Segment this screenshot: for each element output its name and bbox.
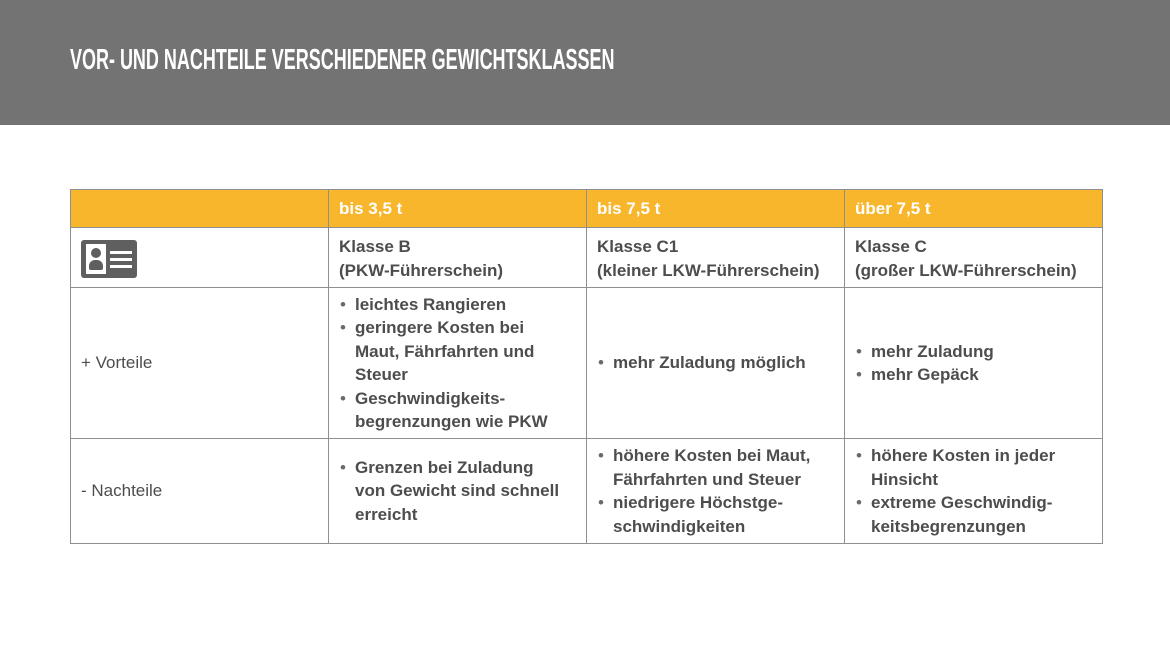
list-item: • mehr Zuladung [855,340,1092,364]
pros-row [71,288,1103,439]
license-cell-klasse-b [329,228,587,288]
cons-cell-bis-7-5t [587,439,845,544]
header-cell-bis-7-5t: bis 7,5 t [587,190,845,228]
list-item: • Geschwindigkeits- begrenzungen wie PKW [339,387,576,434]
list-item: • höhere Kosten bei Maut, Fährfahrten und Steuer [597,444,834,491]
license-class: Klasse C1 [597,237,679,256]
license-cell-klasse-c [845,228,1103,288]
license-cell-klasse-c1 [587,228,845,288]
license-class: Klasse B [339,237,411,256]
pros-cell-ueber-7-5t [845,288,1103,439]
pros-cell-bis-7-5t [587,288,845,439]
pros-label: + Vorteile [71,288,329,439]
license-type: (großer LKW-Führerschein) [855,260,1077,280]
pros-cell-bis-3-5t [329,288,587,439]
list-item: • extreme Geschwindig- keitsbegrenzungen [855,491,1092,538]
header-cell-empty [71,190,329,228]
list-item: • höhere Kosten in jeder Hinsicht [855,444,1092,491]
list-item: • leichtes Rangieren [339,293,576,317]
cons-cell-bis-3-5t [329,439,587,544]
license-icon-cell [71,228,329,288]
table-header-row [71,190,1103,228]
list-item: • geringere Kosten bei Maut, Fährfahrten und Steuer [339,316,576,387]
list-item: • mehr Zuladung möglich [597,351,834,375]
cons-label: - Nachteile [71,439,329,544]
license-class: Klasse C [855,237,927,256]
license-row [71,228,1103,288]
weight-class-comparison-table [70,189,1103,544]
list-item: • mehr Gepäck [855,363,1092,387]
license-card-icon [81,240,137,278]
list-item: • niedrigere Höchstge- schwindigkeiten [597,491,834,538]
title-banner [0,0,1170,125]
list-item: • Grenzen bei Zuladung von Gewicht sind schnell erreicht [339,456,576,527]
license-type: (kleiner LKW-Führerschein) [597,260,820,280]
page-title: VOR- UND NACHTEILE VERSCHIEDENER GEWICHTSKLASSEN [70,44,615,76]
header-cell-ueber-7-5t: über 7,5 t [845,190,1103,228]
cons-row [71,439,1103,544]
cons-cell-ueber-7-5t [845,439,1103,544]
header-cell-bis-3-5t: bis 3,5 t [329,190,587,228]
license-type: (PKW-Führerschein) [339,260,503,280]
